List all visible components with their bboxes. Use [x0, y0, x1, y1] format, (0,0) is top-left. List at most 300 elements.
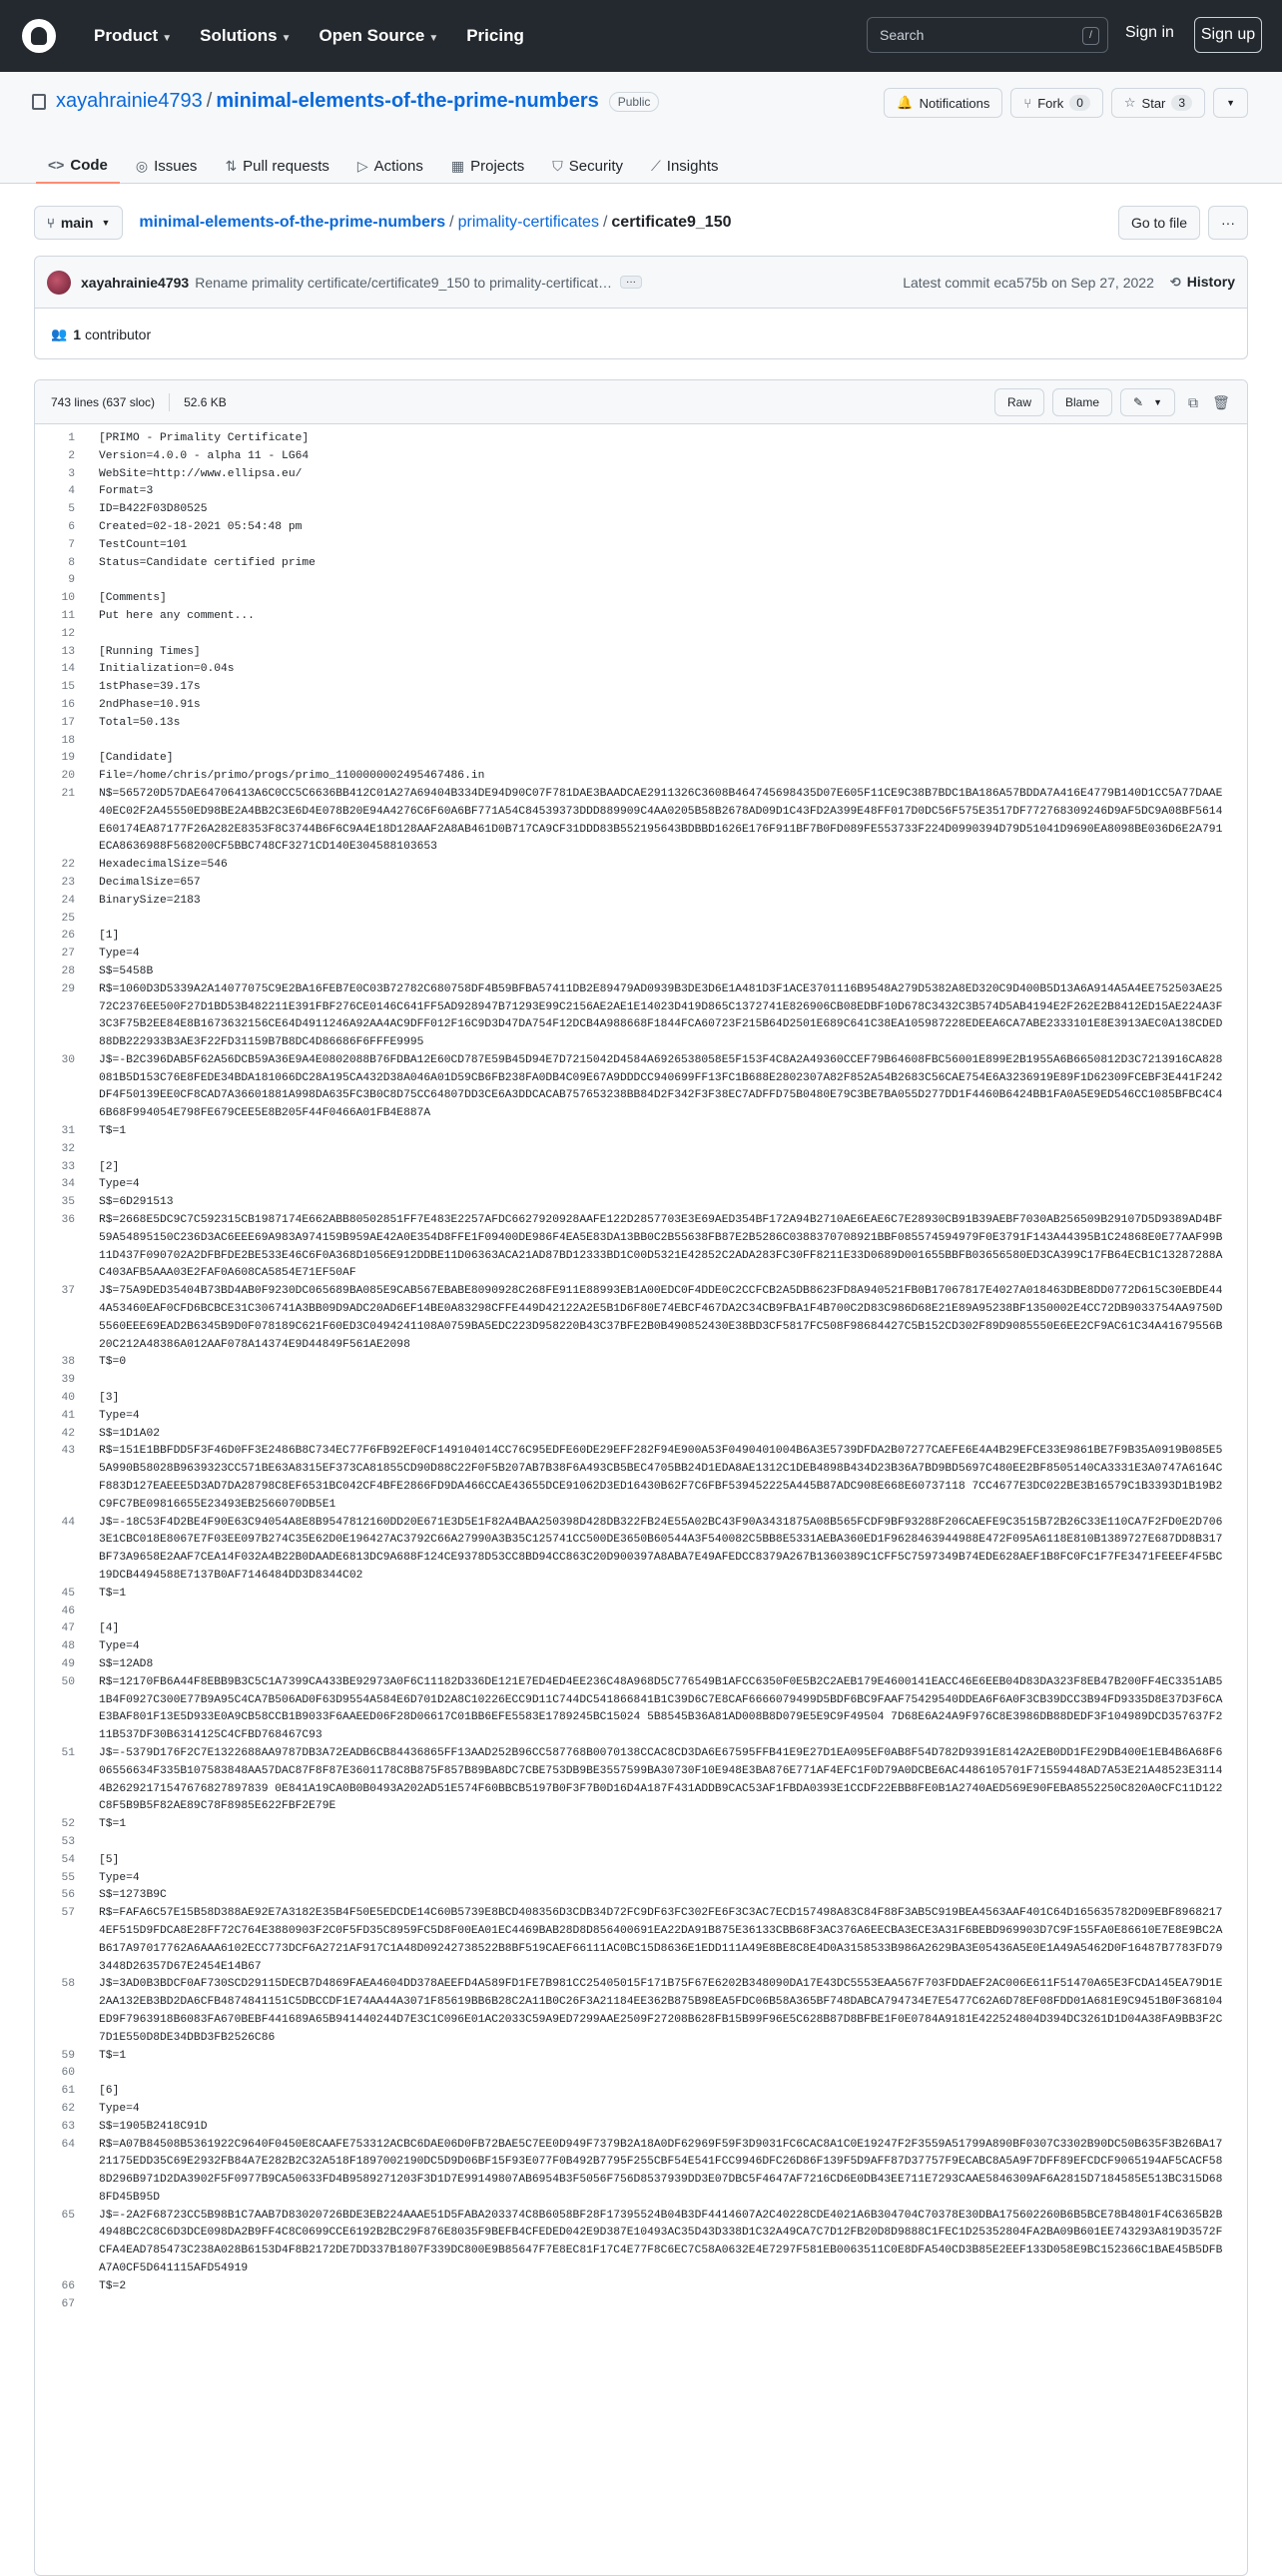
edit-button[interactable]	[1120, 388, 1175, 416]
line-text: Type=4	[99, 1871, 140, 1884]
line-number[interactable]: 1	[68, 432, 75, 444]
line-text: T$=1	[99, 1818, 127, 1831]
table-icon: ▦	[450, 157, 465, 174]
line-text	[75, 2296, 1223, 2314]
line-text	[75, 1604, 1223, 1621]
breadcrumb-bar	[34, 206, 1248, 240]
tab-issues-label: Issues	[154, 157, 198, 175]
search-input[interactable]	[867, 17, 1108, 53]
line-number[interactable]: 32	[61, 1142, 75, 1155]
code-line	[35, 519, 1247, 537]
file-tools	[994, 388, 1231, 416]
line-text: J$=-18C53F4D2BE4F90E63C94054A8E8B9547812160DD20E671E3D5E1F82A4BAA250398D428DB322FB24E55A02BC43F90A3431875A08B565FCDF9BF93288F206CAEFE9C3515B72B26C33E110CA7F2FD0E2D7063E1CBC018E8067E7F03EE097B274C35E62D0E196427AC3792C66A27990A3B35C125741CC500DE3650B60544A3F540082C5BB8E5331AEBA360ED1F9628463944988E472F095A6118E810B1389727E687DD8B317BF73A9658E2AAF7CEA14F032A4B22B0DAADE6813DC9A688F124CE9378D53CC8BD94CC863C20D900397A8ABA7E49AFEDCC8379A267B1360389C1CFF5C7597349B74EDE628AEF1B8FC0FC1F7FE3471FEEEF4F5BC19DCB4494588E7137B0AF7146484DD3D8344C02	[99, 1516, 1223, 1582]
line-number[interactable]: 7	[68, 538, 75, 551]
code-line	[35, 1123, 1247, 1141]
line-text: 2ndPhase=10.91s	[99, 698, 201, 711]
line-text: Initialization=0.04s	[99, 663, 235, 676]
issue-icon: ◎	[135, 157, 149, 174]
shield-icon: ⛉	[552, 157, 563, 174]
line-number[interactable]: 15	[61, 681, 75, 694]
line-number[interactable]: 5	[68, 503, 75, 516]
line-text	[75, 1834, 1223, 1852]
latest-commit-box	[34, 256, 1248, 359]
nav-product-label: Product	[94, 26, 159, 45]
line-text: R$=12170FB6A44F8EBB9B3C5C1A7399CA433BE92973A0F6C11182D336DE121E7ED4ED4EE236C48A968D5C776549B1AFCC6350F0E5B2C2AEB179E4600141EACC46E6EEB04D83DA323F8EB47B200FF4EC3351AB51B4F0927C300E77B9A95C4CA7B506AD0F63D9554A584E6D701D2A8C10226ECC9D11C744DC541866841B1C39D6C7E8CAF6666079499D5BDF6BC9FAAF75429540DDEA6F6A0F3CB39DCC3B94FD9335D8E37D3F6CAE3BAF801F13E5D933E0A9CB58CCB1B9033F6AAEED06F28D06617C01BB6EFE5583E1789245BC15024 5B8545B36A81AD008B8D079E5E9C9F49504 7D68E6A24A9F976C8E3986DB88DEDF3F104989DCD357637F211B537DF30B6314125C4CFBD768467C93	[99, 1675, 1223, 1742]
line-text: R$=1060D3D5339A2A14077075C9E2BA16FEB7E0C03B72782C680758DF4B59BFBA57411DB2E89479AD0939B3DE3D6E1A481D3F1ACE3701116B9548A279D5382A8ED320C9D400B5D13A6A914A5A4EE752503AE2572C2376EE500F27D1BD53B482211E391FBF276CE0146C641FF5AD928947B71293E99C2156AE2AE1E14023D419D865C1372741E826906CB08EDBF10D678C3432C3B574D5AB4194E2F262E2B8412ED15AE224A3F3C3F75B2EE84E8B1673632156CE64D4911246A92AA4AC9DFF012F16C9D3D47DA754F12DCB4A988668F1844FCA60723F215B64D2501E689C641C38EA105987228EDEEA6CA7ABE2333101E8E3913AEC0A138CDED88DB222933B3AE3F22FD31159B7B8DC4D86686F6FFFE9995	[99, 982, 1223, 1049]
tab-pull-requests-label: Pull requests	[243, 157, 329, 175]
code-line	[35, 608, 1247, 626]
line-text: Type=4	[99, 1409, 140, 1422]
line-text: T$=1	[99, 1587, 127, 1600]
tab-issues[interactable]	[124, 148, 210, 184]
code-line	[35, 1656, 1247, 1674]
line-number[interactable]: 49	[61, 1657, 75, 1670]
code-line	[35, 1834, 1247, 1852]
code-line	[35, 750, 1247, 768]
line-text: 1stPhase=39.17s	[99, 681, 201, 694]
repo-title	[32, 90, 659, 113]
line-number[interactable]: 58	[61, 1978, 75, 1991]
code-line	[35, 1638, 1247, 1656]
history-label: History	[1186, 274, 1235, 290]
play-icon: ▷	[356, 157, 368, 174]
code-line	[35, 1674, 1247, 1745]
line-text: [Comments]	[99, 592, 167, 605]
line-number[interactable]: 9	[68, 574, 75, 587]
line-number[interactable]: 20	[61, 770, 75, 783]
code-line	[35, 768, 1247, 786]
line-text: S$=6D291513	[99, 1196, 174, 1209]
avatar[interactable]	[47, 271, 71, 295]
line-number[interactable]: 12	[61, 627, 75, 640]
file-header	[35, 380, 1247, 424]
line-number[interactable]: 19	[61, 752, 75, 765]
nav-solutions[interactable]	[200, 26, 291, 46]
file-nav-actions	[1118, 206, 1248, 240]
code-line	[35, 661, 1247, 679]
trash-icon[interactable]: 🗑	[1212, 393, 1230, 410]
global-header	[0, 0, 1282, 72]
line-text: [Running Times]	[99, 645, 201, 658]
line-text: [3]	[99, 1392, 120, 1405]
code-line	[35, 786, 1247, 857]
line-number[interactable]: 57	[61, 1907, 75, 1920]
line-number[interactable]: 40	[61, 1392, 75, 1405]
code-line	[35, 1283, 1247, 1354]
tab-projects-label: Projects	[470, 157, 525, 175]
line-text: T$=1	[99, 1125, 127, 1138]
line-number[interactable]: 35	[61, 1196, 75, 1209]
code-line	[35, 644, 1247, 662]
line-number[interactable]: 50	[61, 1675, 75, 1688]
line-number[interactable]: 10	[61, 592, 75, 605]
line-text: R$=FAFA6C57E15B58D388AE92E7A3182E35B4F50E5EDCDE14C60B5739E8BCD408356D3CDB34D72FC9DF63FC302FE6F3C3AC7ECD157498A83C84F88F3AB5C919BEA4563AAF401C64D165635782D09EBF89682174EF515D9FDCA8E28FF72C764E3880903F2C0F5FD35C8959FC5D8F00EA01EC4469BAB28D8D856400691EA22DA91B875E36133CBB68F3AC376A6EECBA3ECE3A31F6BEBD969903D7C9F155FA0E86610E7E8E9BC2AB617A97017762A6AAA6102ECC773DCF6A2721AF917C1A48D09242738522B8BF519CAEF66111AC0BC15D8636E1EDD111A49E8BE8C8E4D0A3158533B986A2629BA3E05436A5E0E1A49A5462D0F16487B7783FD793448D26357D67E2454E14B67	[99, 1907, 1223, 1973]
code-line	[35, 1604, 1247, 1621]
code-line	[35, 946, 1247, 964]
code-line	[35, 1390, 1247, 1408]
tab-actions-label: Actions	[373, 157, 423, 175]
search-shortcut-key: /	[1082, 27, 1099, 45]
line-text: [2]	[99, 1160, 120, 1173]
star-count: 3	[1171, 95, 1192, 111]
github-logo-icon[interactable]	[22, 19, 56, 53]
line-text: R$=A07B84508B5361922C9640F0450E8CAAFE753312ACBC6DAE06D0FB72BAE5C7EE0D949F7379B2A18A0DF62969F59F3D9031FC6CAC8A1C0E19247F2F3559A51799A890BF0307C3302B90DC50B635F3B26BA1721175EDD35C69E2932FB84A7E282B2C32A518F1897002190DC5D9D06BF15F93E077F0B492B7795F255CBF54E541FCC9946DFC26D86F139F5D9AFF87D37757F9ECABC8A5A9F7DFF89EFCDCF9065194AF5CACF588D296B971D2DA3902F5F0977B9CA50633FD4B9589271203F3D1D7E99149807AB6954B3F5056F756D8537939DD3E07DBC5F4647AF7216CD6E0DB43EE711E7293CAAE5846309AF6A2815D7184585E513BC315D688FD45B95D	[99, 2138, 1223, 2204]
latest-commit-label: Latest commit	[903, 274, 990, 291]
code-line	[35, 1976, 1247, 2047]
line-text: Type=4	[99, 1178, 140, 1191]
code-line	[35, 2296, 1247, 2314]
code-line	[35, 537, 1247, 555]
line-number[interactable]: 61	[61, 2085, 75, 2098]
line-number[interactable]: 55	[61, 1871, 75, 1884]
line-number[interactable]: 31	[61, 1125, 75, 1138]
breadcrumb-separator: /	[602, 214, 608, 231]
line-number[interactable]: 66	[61, 2279, 75, 2292]
code-line	[35, 1816, 1247, 1834]
notifications-button[interactable]	[884, 88, 1002, 118]
line-number[interactable]: 22	[61, 859, 75, 872]
tab-security-label: Security	[568, 157, 623, 175]
line-number[interactable]: 46	[61, 1605, 75, 1617]
line-text: Total=50.13s	[99, 716, 181, 729]
fork-button[interactable]	[1010, 88, 1103, 118]
branch-icon: ⑂	[47, 215, 55, 231]
tab-security[interactable]	[540, 148, 635, 184]
code-line	[35, 626, 1247, 644]
line-number[interactable]: 63	[61, 2120, 75, 2133]
line-text: Type=4	[99, 2102, 140, 2115]
tab-insights-label: Insights	[666, 157, 719, 175]
line-text: [6]	[99, 2085, 120, 2098]
line-text: [PRIMO - Primality Certificate]	[99, 432, 310, 444]
code-icon: <>	[48, 157, 65, 173]
line-number[interactable]: 37	[61, 1285, 75, 1298]
code-line	[35, 466, 1247, 484]
line-text: Put here any comment...	[99, 609, 255, 622]
raw-button[interactable]: Raw	[994, 388, 1044, 416]
repo-title-separator: /	[206, 90, 213, 112]
code-line	[35, 1870, 1247, 1888]
code-line	[35, 555, 1247, 573]
more-options-button[interactable]: ···	[1208, 206, 1248, 240]
line-number[interactable]: 43	[61, 1445, 75, 1458]
breadcrumb	[139, 214, 731, 232]
code-line	[35, 2065, 1247, 2083]
code-line	[35, 2137, 1247, 2208]
contributors-row	[35, 309, 1247, 360]
code-line	[35, 572, 1247, 590]
copy-icon[interactable]: ⧉	[1188, 393, 1198, 410]
line-number[interactable]: 59	[61, 2049, 75, 2062]
line-text: Version=4.0.0 - alpha 11 - LG64	[99, 449, 310, 462]
code-line	[35, 483, 1247, 501]
line-number[interactable]: 54	[61, 1853, 75, 1866]
line-number[interactable]: 36	[61, 1214, 75, 1227]
tab-code[interactable]	[36, 148, 120, 184]
line-number[interactable]: 47	[61, 1622, 75, 1635]
line-text: S$=1905B2418C91D	[99, 2120, 208, 2133]
line-number[interactable]: 27	[61, 948, 75, 961]
line-text	[75, 911, 1223, 929]
line-number[interactable]: 23	[61, 876, 75, 889]
line-text: J$=3AD0B3BDCF0AF730SCD29115DECB7D4869FAEA4604DD378AEEFD4A589FD1FE7B981CC25405015F171B75F67E6202B348090DA17E43DC5553EAA567F703FDDAEF2AC006E611F51470A65E3FCDA145EA79D1E2AA132EB3BD2DA6CFB4874841151C5DBCCDF1E74AA44A3071F85619BB6B28C2A11B0C26F3A21184EE362B875B98EA5FDC06B58A365BF748DABCA794734E7E5477C62A6D78EF08FDD01A681E9C9451B0F368104ED9F7963918B6083FA670BEBF441689A65B941440244D7E3C1C096E01AC2033C59A9ED7299AAE2509F27208B628FB15B99F96E5C628B87D8BFBE1F0E0784A9181E422524804D394DC3261D1D04A38FA9BB3F2C7D1E550D8DE34DBD3FB2526C86	[99, 1978, 1223, 2044]
chevron-down-icon: ▼	[1153, 396, 1162, 407]
nav-open-source[interactable]	[320, 26, 439, 46]
code-line	[35, 2208, 1247, 2278]
line-number[interactable]: 39	[61, 1374, 75, 1387]
nav-solutions-label: Solutions	[200, 26, 278, 45]
code-line	[35, 928, 1247, 946]
line-number[interactable]: 41	[61, 1409, 75, 1422]
file-line-count: 743 lines (637 sloc)	[51, 394, 156, 409]
code-line	[35, 1141, 1247, 1159]
line-text: S$=12AD8	[99, 1657, 154, 1670]
code-line	[35, 1372, 1247, 1390]
line-number[interactable]: 56	[61, 1889, 75, 1902]
line-text: T$=0	[99, 1356, 127, 1369]
code-line	[35, 2119, 1247, 2137]
search-placeholder: Search	[880, 27, 925, 43]
line-number[interactable]: 29	[61, 982, 75, 995]
line-number[interactable]: 4	[68, 485, 75, 498]
line-number[interactable]: 30	[61, 1053, 75, 1066]
contributor-label[interactable]: contributor	[84, 326, 152, 342]
star-button[interactable]	[1111, 88, 1205, 118]
line-number[interactable]: 51	[61, 1746, 75, 1759]
bell-icon: 🔔	[897, 95, 914, 110]
nav-open-source-label: Open Source	[319, 26, 425, 45]
commit-row	[35, 257, 1247, 309]
history-icon: ⟲	[1169, 275, 1181, 290]
repo-tabs	[36, 148, 731, 184]
tab-insights[interactable]	[639, 148, 731, 184]
sign-in-link[interactable]: Sign in	[1125, 24, 1174, 41]
commit-author[interactable]: xayahrainie4793	[81, 274, 190, 291]
star-label: Star	[1141, 95, 1166, 111]
line-text: N$=565720D57DAE64706413A6C0CC5C6636BB412C01A27A69404B334DE94D90C07F781DAE3BAADCAE2911326C3608B464745698435D07E605F11CE9C38B7BDC1BA186A57BDDA7A416E4779B140D1CC5A77DAAE40EC02F2A45550ED98BE2A4BB2C3E6D4E078B20E94A4276C6F60A6BF771A54C84539373DDD889909C4AA0205B58B2678AD09D1C43FD2A399E48FF017D0DC56F575E3517DF772768309246D9AF5DC9A08BF5614E60174EA87177F26A282E8353F8C3744B6F6C9A4E18D128AAF2A8AB461D0B717CA9CF31DDD83B552195643BDBBD1626E176F911BF7B0FD089FE553733F224D0990394D79D51041D9690EA8098BE036D6E2A791ECA8636988F568200CF5BBC748CF3271CD140E304588103653	[99, 787, 1223, 854]
code-line	[35, 1745, 1247, 1816]
branch-selector[interactable]	[34, 206, 123, 240]
repo-owner-link[interactable]: xayahrainie4793	[56, 90, 203, 112]
tab-pull-requests[interactable]	[213, 148, 340, 184]
star-dropdown-button[interactable]	[1213, 88, 1248, 118]
line-text: T$=1	[99, 2049, 127, 2062]
nav-pricing[interactable]: Pricing	[466, 26, 524, 45]
code-line	[35, 1212, 1247, 1283]
line-text	[75, 626, 1223, 644]
line-number[interactable]: 42	[61, 1427, 75, 1440]
commit-expand-button[interactable]: ···	[620, 276, 642, 289]
code-line	[35, 964, 1247, 981]
code-line	[35, 1887, 1247, 1905]
line-number[interactable]: 60	[61, 2067, 75, 2080]
code-line	[35, 1586, 1247, 1604]
code-line	[35, 893, 1247, 911]
line-number[interactable]: 33	[61, 1160, 75, 1173]
file-size: 52.6 KB	[184, 394, 227, 409]
line-number[interactable]: 24	[61, 894, 75, 907]
fork-label: Fork	[1037, 95, 1064, 111]
chevron-down-icon: ▼	[1226, 98, 1235, 108]
line-number[interactable]: 13	[61, 645, 75, 658]
code-line	[35, 1515, 1247, 1586]
tab-projects[interactable]	[439, 148, 536, 184]
line-number[interactable]: 34	[61, 1178, 75, 1191]
repo-header	[0, 72, 1282, 184]
line-number[interactable]: 52	[61, 1818, 75, 1831]
line-text: S$=5458B	[99, 965, 154, 977]
chevron-down-icon: ▼	[281, 33, 292, 44]
fork-count: 0	[1069, 95, 1090, 111]
line-number[interactable]: 67	[61, 2297, 75, 2310]
notifications-label: Notifications	[919, 95, 990, 111]
line-text: J$=-B2C396DAB5F62A56DCB59A36E9A4E0802088B76FDBA12E60CD787E59B45D94E7D7215042D4584A6926538058E5F153F4C8A2A49360CCEF79B64608FBC56001E899E2B1955A6B6650812D3C7213916CA828081B5D153C76E8FEDE34BDA181066DC28A195CA432D38A046A01D59CB6FB238FA0DB4C09E67A9DDDCC940699FF13FC1B688E2802307A82F852A54B2683C56CAE754E6A3236919E89F1D62309FCEBF3E441F242DF4F50139EE0CF8CAD7A36601881A998DA635FC3B0C8D75CC64807DD3CE6A3DDCACAB757653238BB84D2F342F3F38EC7ADFFD75B0480E79C3BE7BA055D277DD1F4460B6424BB1FA0A5E9ED546CC1085BFBC4C46B68F994054E798FE679CEE5E8B205F44F0466A01FB4E887A	[99, 1053, 1223, 1120]
line-text: [4]	[99, 1622, 120, 1635]
line-text: J$=-5379D176F2C7E1322688AA9787DB3A72EADB6CB84436865FF13AAD252B96CC587768B0070138CCAC8CD3DA6E67595FFB41E9E27D1EA095EF0AB8F54D782D9391E8142A2EB0DD1FE29DB400E1EB4B6A68F606556634F335B107583848AA57DAC87F8F87E3601178C8B875F857B89BA8DC7CBE753DB9BE3557599BA30730F10E948E3BA876E771AF4EFC1F0D79A0DCBE6AC4486105701F71559448AD7A53E21A48523E31144B26292171547676827897839 0E841A19CA0B0B0493A202AD51E574F60BBCB5197B0F3F7B0D16D4A187F431ADDB9CAC53AF1FBDA0393E1CCDF22EBB8FE0B1A2740AED569E90FEBA8552250C820A0CFC11D122C8F5B9B5F82AE89C78F8985E622FBF2E79E	[99, 1746, 1223, 1813]
code-line	[35, 1426, 1247, 1444]
line-number[interactable]: 62	[61, 2102, 75, 2115]
line-number[interactable]: 26	[61, 930, 75, 943]
code-line	[35, 981, 1247, 1052]
line-text: File=/home/chris/primo/progs/primo_1100000002495467486.in	[99, 770, 485, 783]
code-line	[35, 2083, 1247, 2101]
history-button[interactable]	[1170, 274, 1235, 291]
line-text	[75, 733, 1223, 751]
star-icon: ☆	[1123, 95, 1136, 110]
code-line	[35, 1905, 1247, 1976]
line-text: Type=4	[99, 1640, 140, 1653]
line-text: [Candidate]	[99, 752, 174, 765]
visibility-badge: Public	[609, 92, 660, 112]
pencil-icon: ✎	[1133, 394, 1144, 409]
code-line	[35, 501, 1247, 519]
line-text	[75, 2065, 1223, 2083]
code-line	[35, 1443, 1247, 1514]
sign-up-button[interactable]: Sign up	[1194, 17, 1262, 53]
line-number[interactable]: 6	[68, 520, 75, 533]
line-text: S$=1D1A02	[99, 1427, 161, 1440]
line-number[interactable]: 17	[61, 716, 75, 729]
line-number[interactable]: 25	[61, 912, 75, 925]
code-line	[35, 733, 1247, 751]
code-line	[35, 1194, 1247, 1212]
code-line	[35, 1620, 1247, 1638]
commit-date: on Sep 27, 2022	[1051, 274, 1154, 291]
line-number[interactable]: 3	[68, 467, 75, 480]
line-number[interactable]: 28	[61, 965, 75, 977]
code-line	[35, 697, 1247, 715]
code-line	[35, 1176, 1247, 1194]
line-number[interactable]: 38	[61, 1356, 75, 1369]
chevron-down-icon: ▼	[101, 218, 111, 228]
line-number[interactable]: 18	[61, 734, 75, 747]
branch-name: main	[60, 215, 94, 231]
breadcrumb-folder[interactable]: primality-certificates	[457, 214, 599, 231]
code-line	[35, 875, 1247, 893]
commit-meta	[903, 274, 1235, 291]
go-to-file-button[interactable]: Go to file	[1118, 206, 1200, 240]
code-line	[35, 911, 1247, 929]
line-text	[75, 1372, 1223, 1390]
line-text: BinarySize=2183	[99, 894, 201, 907]
line-number[interactable]: 53	[61, 1835, 75, 1848]
code-line	[35, 1852, 1247, 1870]
code-line	[35, 590, 1247, 608]
code-line	[35, 2101, 1247, 2119]
tab-code-label: Code	[70, 156, 108, 174]
global-nav	[94, 26, 524, 46]
line-number[interactable]: 21	[61, 787, 75, 800]
line-number[interactable]: 16	[61, 698, 75, 711]
divider	[169, 393, 170, 411]
line-text: DecimalSize=657	[99, 876, 201, 889]
line-text: T$=2	[99, 2279, 127, 2292]
line-number[interactable]: 44	[61, 1516, 75, 1529]
nav-product[interactable]	[94, 26, 172, 46]
line-text	[75, 572, 1223, 590]
breadcrumb-file: certificate9_150	[611, 214, 732, 231]
line-number[interactable]: 11	[61, 609, 75, 622]
blame-button[interactable]: Blame	[1052, 388, 1112, 416]
tab-actions[interactable]	[345, 148, 435, 184]
code-line	[35, 679, 1247, 697]
line-text: Status=Candidate certified prime	[99, 556, 316, 569]
line-text	[75, 1141, 1223, 1159]
code-line	[35, 1052, 1247, 1123]
repo-actions	[884, 88, 1248, 118]
contributor-count[interactable]: 1	[73, 326, 81, 342]
line-text: R$=2668E5DC9C7C592315CB1987174E662ABB80502851FF7E483E2257AFDC6627920928AAFE122D2857703E3E69AED354BF172A94B2710AE6EAE6C7E28930CB91B39AEBF7030AB256509B29107D5D9389AD4BF59A54895150C236D3AC6EEE69A983A974159B959AE42A0E354D8FFE1F09400DE986F4EA5E83DA13BB0C2B55638FB87E2B5286C0388370708921BBF085574594979F0E3791F143A44395B1C24868E0E77AAF99B11D437F090702A2DFBFDE2BE533E46C6F0A368D1056E912DDBE11D06363ACA21AD87BD12333BD1C00D5321E42852C2ADA283FC30FF8211E33D0689D001655BBFB03656580ED3CA399C17FB64ECB1C13287288AC403AFB5AAA03E2FAF0A608CA5854E71EF50AF	[99, 1214, 1223, 1280]
line-number[interactable]: 14	[61, 663, 75, 676]
code-line	[35, 430, 1247, 448]
commit-message[interactable]: Rename primality certificate/certificate9_150 to primality-certificat…	[195, 274, 613, 291]
line-text: HexadecimalSize=546	[99, 859, 228, 872]
repo-icon	[32, 94, 46, 110]
chevron-down-icon: ▼	[162, 33, 173, 44]
line-text: R$=151E1BBFDD5F3F46D0FF3E2486B8C734EC77F6FB92EF0CF149104014CC76C95EDFE60DE29EFF282F94E900A53F0490401004B6A3E5739DFDA2B07277CAEFE6E4A4B29EFCE33E9861BE7F9B35A0919B085E55A990B58028B9639323CC571BE63A8315EF373CA81855CD90D88C22F0F5B207AB7B38F6A493CB5BEC4705BB24D1EDA8AE1312C1DEB4898B434D23B36A7BD9BD5697C480EE2BF8505140CA3331E3A0747A6164CF883D127EAEEE5D3AD7DA28798C8EF6531BC042CF4BFE2866FD9DA466CCAE43655DCE91062D3ED16430B62F7C6FBF539452225A445B87ADC908E668E60737118 7CC4677E3DC022BE3B16579C1B3393D1B19B2C9FC7BE09816655E23493EB2566070DB5E1	[99, 1445, 1223, 1511]
line-text: [1]	[99, 930, 120, 943]
line-text: J$=-2A2F68723CC5B98B1C7AAB7D83020726BDE3EB224AAAE51D5FABA203374C8B6058BF28F17395524B04B3DF4414607A2C40228CDE4021A6B304704C70378E30DBA175602260B6B5BCE78B4801F4C6365B2B4948BC2C8C6D3DCE098DA2B9FF4C8C0699CCE6192B2BC29F876E8035F9BEFB4CFEDED042E9D387E10493AC35D43D338D1C32A49CA7C7D12FB20D8D9888C1FEC1D25352804FA2BA09B601EE743293A819D3572FCFA4EAD785473C238A028B6153D4F8B2172DE7DD337B1807F339DC800E9B85647F7E8EC81F17C4E77F8C6EC7C58A0632E4E7297F581EB0063511C0E8DFA540CD3B85E2EEF133D058E9BC152366C1BAE45B5DFBA7A0CF5D641115AFD54919	[99, 2209, 1223, 2275]
line-text: J$=75A9DED35404B73BD4AB0F9230DC065689BA085E9CAB567EBABE8090928C268FE911E88993EB1A00EDC0F4DDE0C2CCFCB2A5DB8623FD8A940521FB0B17067817E4027A018463DBE8DD0772D615C30EBDE444A53460EAF0CFD6BCBCE31C306741A3BB09D9ADC20AD6EF14BE0A83298CFFE449D42122A2E5B1D6F80E74EBCF467DA2C34CB9FBA1F4B700C2D83C986D68E21E89A95238BF1350002E4CC72DB9033754AA9750D5560EEE69EAD2B6345B9D0F078189C621F60ED3C0494241108A0759BA5EDC223D958220B43C37BFE2B0B490852430E38BD3CF5817FC508F98684427C5B152CD302F89D9085550E6EE2CF9AC61C34A41679556B20C212A48386A012AAF078A14374E9D44849F561AE2098	[99, 1285, 1223, 1351]
line-text: Created=02-18-2021 05:54:48 pm	[99, 520, 303, 533]
code-line	[35, 448, 1247, 466]
code-line	[35, 1354, 1247, 1372]
people-icon: 👥	[51, 326, 68, 341]
line-text: Format=3	[99, 485, 154, 498]
breadcrumb-repo[interactable]: minimal-elements-of-the-prime-numbers	[139, 214, 446, 231]
line-number[interactable]: 64	[61, 2138, 75, 2151]
fork-icon: ⑂	[1023, 95, 1032, 111]
line-number[interactable]: 2	[68, 449, 75, 462]
code-content	[35, 424, 1247, 2313]
line-text: WebSite=http://www.ellipsa.eu/	[99, 467, 303, 480]
chevron-down-icon: ▼	[428, 33, 439, 44]
line-number[interactable]: 48	[61, 1640, 75, 1653]
graph-icon: ⟋	[650, 157, 661, 174]
line-number[interactable]: 45	[61, 1587, 75, 1600]
code-line	[35, 857, 1247, 875]
line-number[interactable]: 8	[68, 556, 75, 569]
repo-name-link[interactable]: minimal-elements-of-the-prime-numbers	[216, 90, 599, 112]
commit-hash[interactable]: eca575b	[993, 274, 1048, 291]
code-line	[35, 2278, 1247, 2296]
line-text: Type=4	[99, 948, 140, 961]
pull-request-icon: ⇅	[225, 157, 238, 174]
code-line	[35, 2048, 1247, 2066]
file-viewer	[34, 379, 1248, 2576]
code-line	[35, 1159, 1247, 1177]
line-number[interactable]: 65	[61, 2209, 75, 2222]
